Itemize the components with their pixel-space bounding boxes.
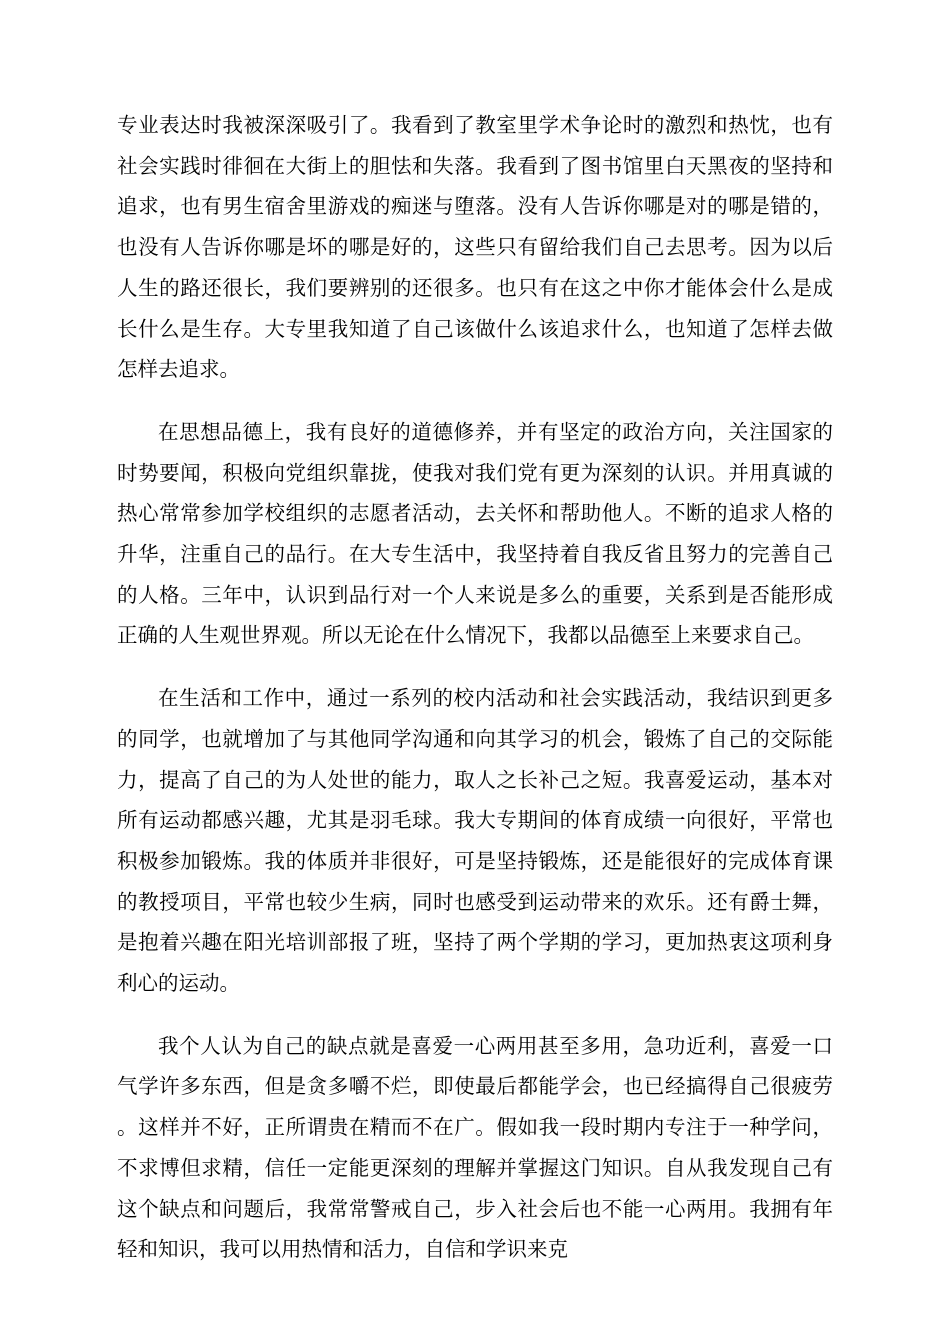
paragraph-continuation: 专业表达时我被深深吸引了。我看到了教室里学术争论时的激烈和热忱，也有社会实践时徘徊在大街上的胆怯和失落。我看到了图书馆里白天黑夜的坚持和追求，也有男生宿舍里游戏的痴迷与堕落。没有人告诉你哪是对的哪是错的，也没有人告诉你哪是坏的哪是好的，这些只有留给我们自己去思考。因为以后人生的路还很长，我们要辨别的还很多。也只有在这之中你才能体会什么是成长什么是生存。大专里我知道了自己该做什么该追求什么，也知道了怎样去做怎样去追求。 — [117, 113, 833, 382]
paragraph-shortcomings: 我个人认为自己的缺点就是喜爱一心两用甚至多用，急功近利，喜爱一口气学许多东西，但是贪多嚼不烂，即使最后都能学会，也已经搞得自己很疲劳。这样并不好，正所谓贵在精而不在广。假如我一段时期内专注于一种学问，不求博但求精，信任一定能更深刻的理解并掌握这门知识。自从我发现自己有这个缺点和问题后，我常常警戒自己，步入社会后也不能一心两用。我拥有年轻和知识，我可以用热情和活力，自信和学识来克 — [117, 1033, 833, 1262]
paragraph-moral-character: 在思想品德上，我有良好的道德修养，并有坚定的政治方向，关注国家的时势要闻，积极向党组织靠拢，使我对我们党有更为深刻的认识。并用真诚的热心常常参加学校组织的志愿者活动，去关怀和帮助他人。不断的追求人格的升华，注重自己的品行。在大专生活中，我坚持着自我反省且努力的完善自己的人格。三年中，认识到品行对一个人来说是多么的重要，关系到是否能形成正确的人生观世界观。所以无论在什么情况下，我都以品德至上来要求自己。 — [117, 419, 833, 648]
document-page — [117, 105, 833, 1292]
paragraph-life-and-work: 在生活和工作中，通过一系列的校内活动和社会实践活动，我结识到更多的同学，也就增加了与其他同学沟通和向其学习的机会，锻炼了自己的交际能力，提高了自己的为人处世的能力，取人之长补己之短。我喜爱运动，基本对所有运动都感兴趣，尤其是羽毛球。我大专期间的体育成绩一向很好，平常也积极参加锻炼。我的体质并非很好，可是坚持锻炼，还是能很好的完成体育课的教授项目，平常也较少生病，同时也感受到运动带来的欢乐。还有爵士舞，是抱着兴趣在阳光培训部报了班，坚持了两个学期的学习，更加热衷这项利身利心的运动。 — [117, 686, 833, 996]
